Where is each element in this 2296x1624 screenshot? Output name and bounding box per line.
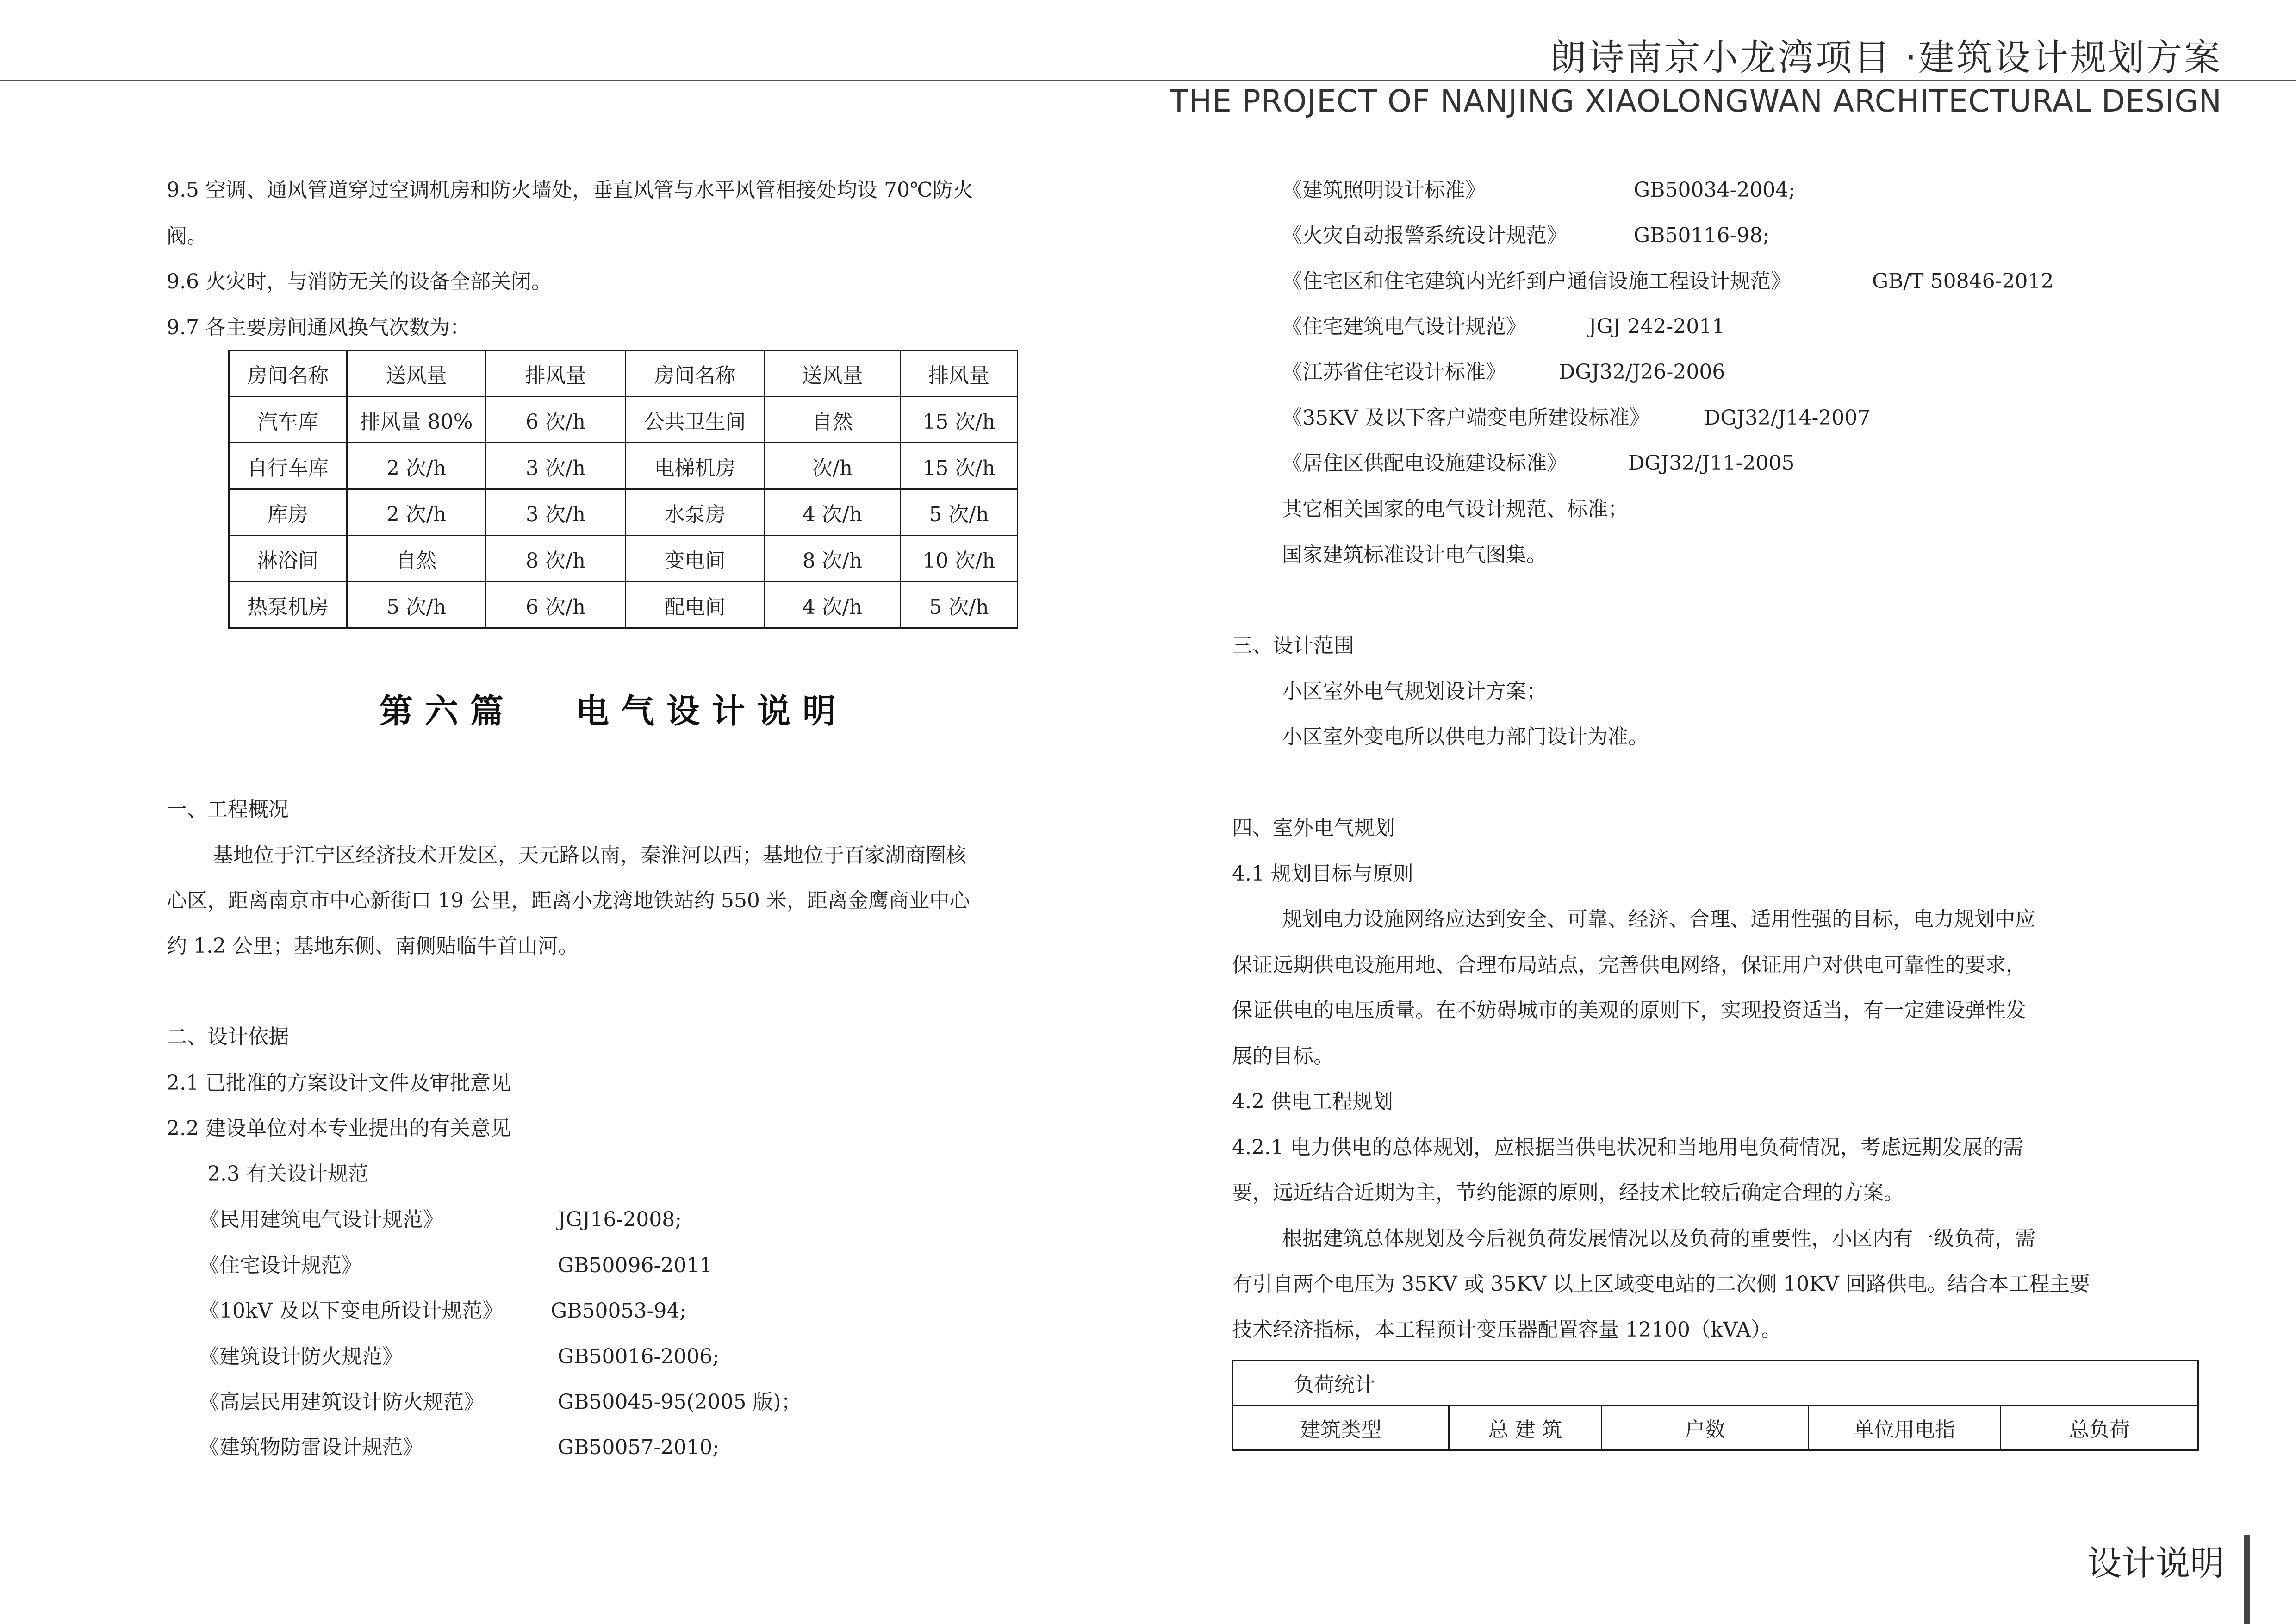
heading-overview: 一、工程概况 <box>167 798 289 821</box>
table-cell: 8 次/h <box>486 536 626 582</box>
standard-name: 《35KV 及以下客户端变电所建设标准》 <box>1282 406 1650 430</box>
overview-line: 基地位于江宁区经济技术开发区，天元路以南，秦淮河以西；基地位于百家湖商圈核 <box>213 843 966 867</box>
para-9-5-line2: 阀。 <box>167 225 207 248</box>
table-header-cell: 户数 <box>1602 1405 1809 1450</box>
standard-name: 《江苏省住宅设计标准》 <box>1282 360 1506 384</box>
table-cell: 自然 <box>765 397 901 443</box>
table-cell: 3 次/h <box>486 489 626 536</box>
table-header-cell: 建筑类型 <box>1233 1405 1449 1450</box>
standard-name: 《住宅建筑电气设计规范》 <box>1282 315 1526 338</box>
standard-name: 《建筑物防雷设计规范》 <box>199 1436 423 1459</box>
standard-code: JGJ 242-2011 <box>1588 315 1725 338</box>
table-cell: 水泵房 <box>626 489 765 536</box>
table-cell: 排风量 80% <box>347 397 486 443</box>
standard-code: GB50057-2010; <box>558 1436 720 1459</box>
table-header-row <box>229 350 1018 397</box>
supply-line: 4.2.1 电力供电的总体规划，应根据当供电状况和当地用电负荷情况，考虑远期发展的需 <box>1232 1136 2023 1159</box>
standard-code: GB50116-98; <box>1634 224 1770 247</box>
principle-line: 展的目标。 <box>1232 1044 1334 1068</box>
table-cell: 4 次/h <box>765 582 901 628</box>
standard-name: 《住宅设计规范》 <box>199 1254 362 1277</box>
table-header-cell: 总负荷 <box>2001 1405 2198 1450</box>
table-header-cell: 房间名称 <box>626 350 765 397</box>
standard-name: 《火灾自动报警系统设计规范》 <box>1282 224 1567 247</box>
table-cell: 库房 <box>229 489 347 536</box>
standard-code: GB/T 50846-2012 <box>1872 269 2054 293</box>
standard-code: GB50053-94; <box>551 1299 687 1323</box>
standard-name: 《高层民用建筑设计防火规范》 <box>199 1390 484 1414</box>
heading-4-1: 4.1 规划目标与原则 <box>1232 862 1413 886</box>
other-standards: 其它相关国家的电气设计规范、标准； <box>1282 497 1628 521</box>
standard-code: DGJ32/J11-2005 <box>1628 451 1795 475</box>
table-header-cell: 送风量 <box>347 350 486 397</box>
ventilation-table <box>228 350 1018 629</box>
standard-code: DGJ32/J14-2007 <box>1704 406 1871 430</box>
principle-line: 保证远期供电设施用地、合理布局站点，完善供电网络，保证用户对供电可靠性的要求， <box>1232 953 2026 977</box>
principle-line: 保证供电的电压质量。在不妨碍城市的美观的原则下，实现投资适当，有一定建设弹性发 <box>1232 999 2026 1022</box>
table-cell: 次/h <box>765 443 901 489</box>
standard-code: GB50096-2011 <box>558 1254 713 1277</box>
load-text-line: 有引自两个电压为 35KV 或 35KV 以上区域变电站的二次侧 10KV 回路供电。结合本工程主要 <box>1232 1272 2090 1296</box>
footer-accent-bar <box>2244 1535 2250 1624</box>
table-header-cell: 送风量 <box>765 350 901 397</box>
header-divider <box>0 80 2296 81</box>
table-title-row <box>1233 1361 2198 1405</box>
table-cell: 10 次/h <box>901 536 1018 582</box>
table-cell: 6 次/h <box>486 397 626 443</box>
table-header-cell: 单位用电指 <box>1809 1405 2001 1450</box>
table-cell: 公共卫生间 <box>626 397 765 443</box>
load-text-line: 技术经济指标，本工程预计变压器配置容量 12100（kVA）。 <box>1232 1318 1782 1342</box>
table-cell: 汽车库 <box>229 397 347 443</box>
standard-code: JGJ16-2008; <box>558 1208 682 1231</box>
table-header-cell: 总 建 筑 <box>1449 1405 1602 1450</box>
para-9-7: 9.7 各主要房间通风换气次数为： <box>167 316 470 339</box>
overview-line: 约 1.2 公里；基地东侧、南侧贴临牛首山河。 <box>167 934 579 958</box>
standard-code: DGJ32/J26-2006 <box>1559 360 1725 384</box>
header-title-cn: 朗诗南京小龙湾项目 ·建筑设计规划方案 <box>1550 37 2222 79</box>
load-statistics-table <box>1232 1360 2199 1451</box>
standard-name: 《10kV 及以下变电所设计规范》 <box>199 1299 503 1323</box>
table-cell: 2 次/h <box>347 489 486 536</box>
scope-line: 小区室外电气规划设计方案； <box>1282 680 1547 703</box>
table-cell: 5 次/h <box>347 582 486 628</box>
header-title-en: THE PROJECT OF NANJING XIAOLONGWAN ARCHITECTURAL DESIGN <box>1170 83 2222 119</box>
table-cell: 变电间 <box>626 536 765 582</box>
standard-name: 《住宅区和住宅建筑内光纤到户通信设施工程设计规范》 <box>1282 269 1791 293</box>
table-cell: 4 次/h <box>765 489 901 536</box>
load-text-line: 根据建筑总体规划及今后视负荷发展情况以及负荷的重要性，小区内有一级负荷，需 <box>1282 1227 2035 1250</box>
table-header-cell: 房间名称 <box>229 350 347 397</box>
para-9-6: 9.6 火灾时，与消防无关的设备全部关闭。 <box>167 270 552 294</box>
standard-name: 《建筑设计防火规范》 <box>199 1345 403 1368</box>
heading-design-scope: 三、设计范围 <box>1232 634 1354 657</box>
table-cell: 配电间 <box>626 582 765 628</box>
table-header-cell: 排风量 <box>901 350 1018 397</box>
heading-outdoor-electrical: 四、室外电气规划 <box>1232 816 1395 840</box>
footer-label: 设计说明 <box>2087 1543 2224 1583</box>
principle-line: 规划电力设施网络应达到安全、可靠、经济、合理、适用性强的目标，电力规划中应 <box>1282 907 2035 931</box>
standard-name: 《居住区供配电设施建设标准》 <box>1282 451 1567 475</box>
table-cell: 15 次/h <box>901 397 1018 443</box>
standard-name: 《民用建筑电气设计规范》 <box>199 1208 443 1231</box>
basis-2-1: 2.1 已批准的方案设计文件及审批意见 <box>167 1071 511 1095</box>
table-header-cell: 排风量 <box>486 350 626 397</box>
table-cell: 8 次/h <box>765 536 901 582</box>
section-name: 电气设计说明 <box>576 691 848 731</box>
table-title: 负荷统计 <box>1233 1361 2198 1405</box>
table-row <box>229 582 1018 628</box>
table-cell: 5 次/h <box>901 489 1018 536</box>
table-cell: 5 次/h <box>901 582 1018 628</box>
table-cell: 15 次/h <box>901 443 1018 489</box>
supply-line: 要，远近结合近期为主，节约能源的原则，经技术比较后确定合理的方案。 <box>1232 1181 1904 1205</box>
table-cell: 自行车库 <box>229 443 347 489</box>
section-number: 第六篇 <box>380 691 516 731</box>
standard-code: GB50045-95(2005 版)； <box>558 1390 802 1414</box>
para-9-5-line1: 9.5 空调、通风管道穿过空调机房和防火墙处，垂直风管与水平风管相接处均设 70℃防火 <box>167 178 974 202</box>
table-row <box>229 489 1018 536</box>
table-cell: 自然 <box>347 536 486 582</box>
table-cell: 3 次/h <box>486 443 626 489</box>
scope-line: 小区室外变电所以供电力部门设计为准。 <box>1282 725 1649 749</box>
table-row <box>229 536 1018 582</box>
table-row <box>229 397 1018 443</box>
table-cell: 2 次/h <box>347 443 486 489</box>
table-row <box>229 443 1018 489</box>
table-cell: 热泵机房 <box>229 582 347 628</box>
table-cell: 淋浴间 <box>229 536 347 582</box>
atlas-standards: 国家建筑标准设计电气图集。 <box>1282 543 1547 567</box>
standard-code: GB50034-2004; <box>1634 178 1796 202</box>
table-cell: 6 次/h <box>486 582 626 628</box>
heading-design-basis: 二、设计依据 <box>167 1025 289 1049</box>
standard-name: 《建筑照明设计标准》 <box>1282 178 1486 202</box>
section-title <box>380 684 848 732</box>
standard-code: GB50016-2006; <box>558 1345 720 1368</box>
heading-4-2: 4.2 供电工程规划 <box>1232 1090 1393 1113</box>
table-header-row <box>1233 1405 2198 1450</box>
overview-line: 心区，距离南京市中心新街口 19 公里，距离小龙湾地铁站约 550 米，距离金鹰商业中心 <box>167 889 970 912</box>
basis-2-3: 2.3 有关设计规范 <box>207 1162 368 1186</box>
table-cell: 电梯机房 <box>626 443 765 489</box>
basis-2-2: 2.2 建设单位对本专业提出的有关意见 <box>167 1117 511 1140</box>
